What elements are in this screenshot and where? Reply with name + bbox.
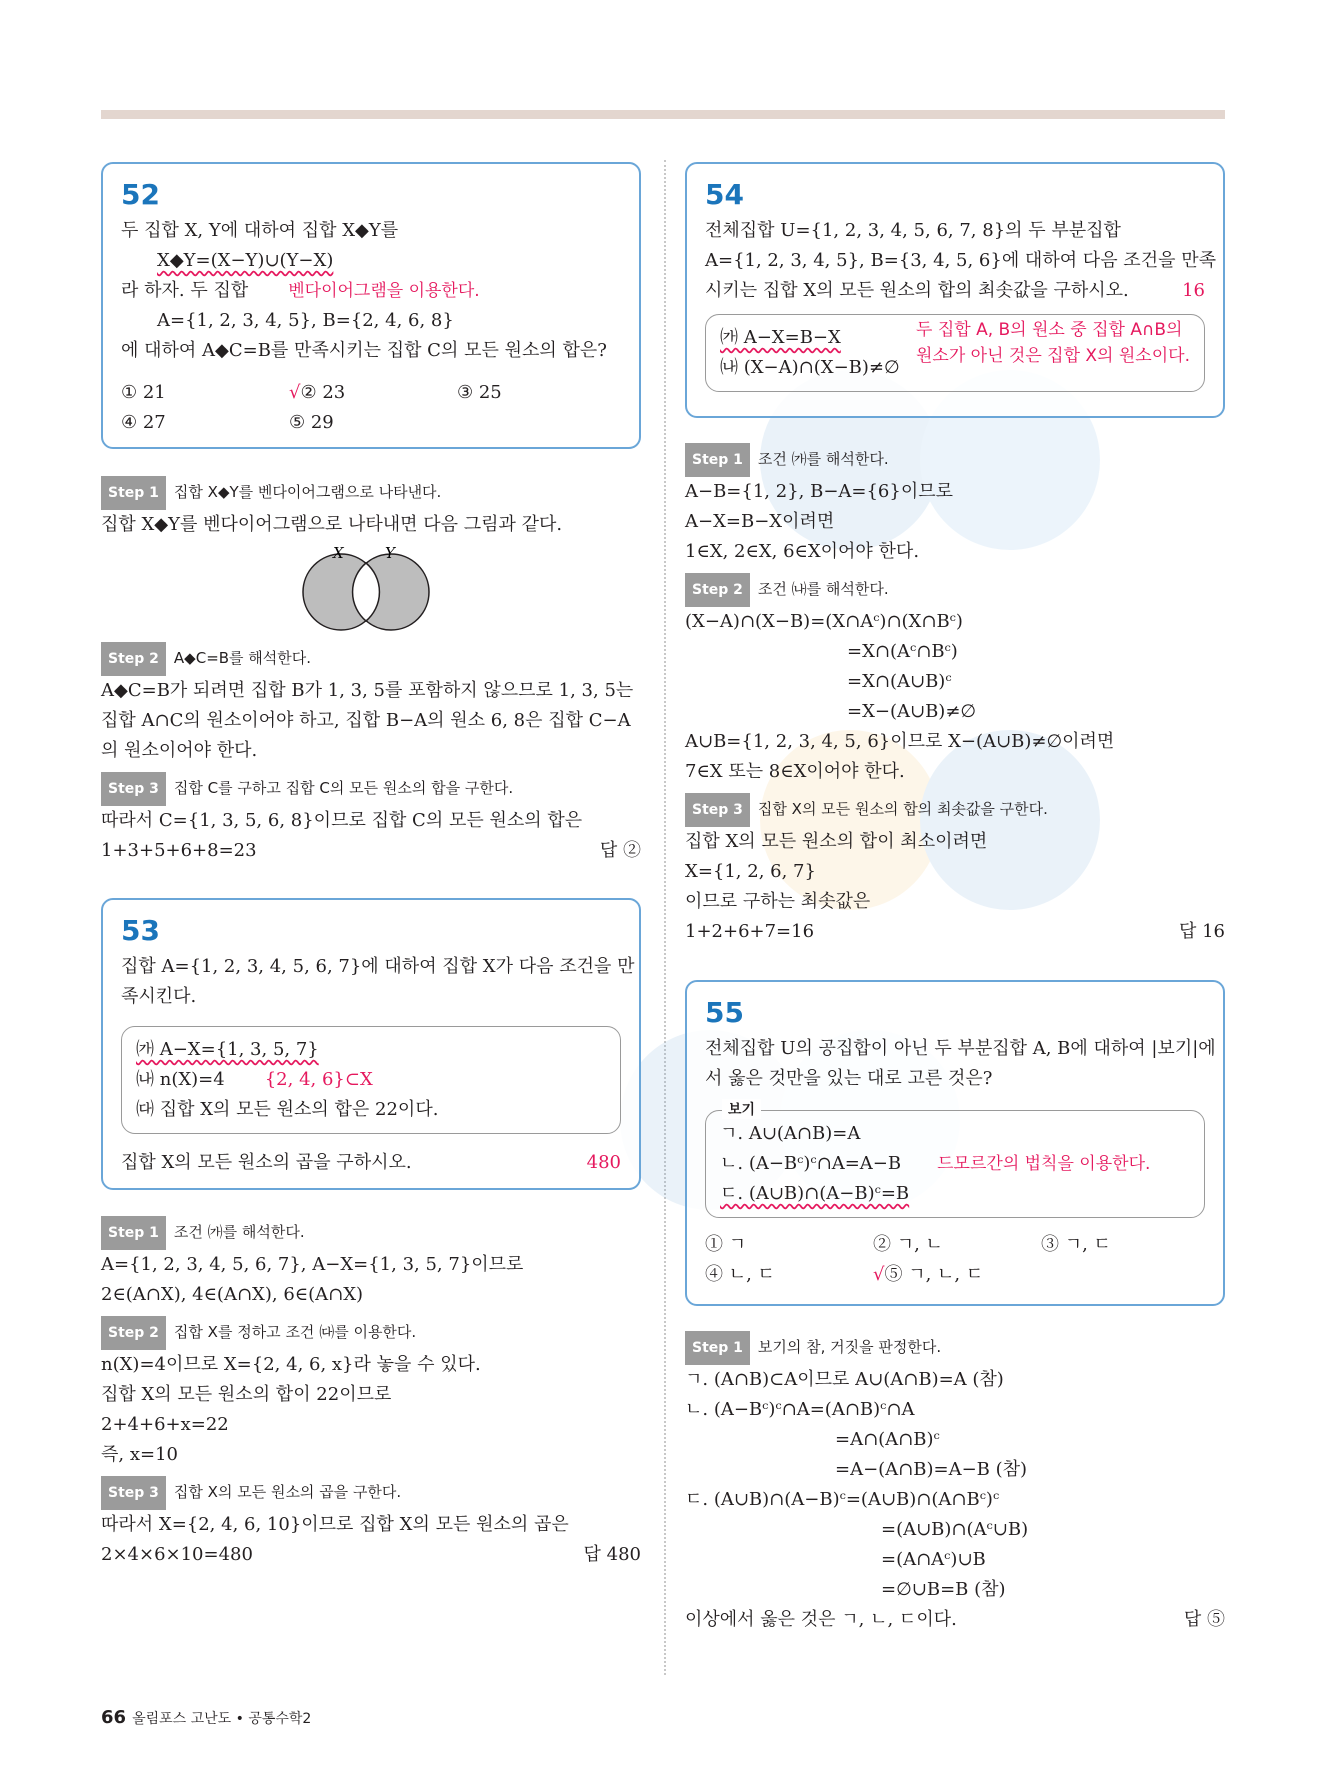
problem-formula: X◆Y=(X−Y)∪(Y−X) <box>157 250 334 271</box>
choice-4[interactable]: ④ 27 <box>121 412 166 433</box>
step-body: A={1, 2, 3, 4, 5, 6, 7}, A−X={1, 3, 5, 7}이므로 <box>101 1254 524 1275</box>
problem-text: 집합 A={1, 2, 3, 4, 5, 6, 7}에 대하여 집합 X가 다음 조건을 만 <box>121 956 635 977</box>
step-body: 2×4×6×10=480 답 480 <box>101 1540 641 1570</box>
step-body: 1+3+5+6+8=23 답 ② <box>101 836 641 866</box>
problem-text: 시키는 집합 X의 모든 원소의 합의 최솟값을 구하시오. 16 <box>705 276 1205 306</box>
step-header: Step 3 집합 X의 모든 원소의 곱을 구한다. <box>101 1476 641 1510</box>
final-answer: 답 ② <box>599 840 641 861</box>
answer: 480 <box>586 1152 621 1173</box>
condition-a: ㈎ A−X=B−X <box>720 327 841 348</box>
step-body: 즉, x=10 <box>101 1444 178 1465</box>
page-number: 66 <box>101 1707 127 1728</box>
choice-3[interactable]: ③ ㄱ, ㄷ <box>1041 1234 1111 1255</box>
choice-5[interactable]: ⑤ 29 <box>289 412 334 433</box>
step-body: n(X)=4이므로 X={2, 4, 6, x}라 놓을 수 있다. <box>101 1354 481 1375</box>
step-body: 집합 X의 모든 원소의 합이 22이므로 <box>101 1384 392 1405</box>
hint-note: 드모르간의 법칙을 이용한다. <box>937 1154 1151 1174</box>
step-body: =(A∩Aᶜ)∪B <box>881 1549 986 1570</box>
step-header: Step 1 보기의 참, 거짓을 판정한다. <box>685 1331 1225 1365</box>
condition-c: ㈐ 집합 X의 모든 원소의 합은 22이다. <box>136 1099 439 1120</box>
step-body: 7∈X 또는 8∈X이어야 한다. <box>685 761 905 782</box>
final-answer: 답 ⑤ <box>1183 1609 1225 1630</box>
step-body: 따라서 X={2, 4, 6, 10}이므로 집합 X의 모든 원소의 곱은 <box>101 1514 569 1535</box>
problem-text: 에 대하여 A◆C=B를 만족시키는 집합 C의 모든 원소의 합은? <box>121 340 607 361</box>
choice-5[interactable]: √⑤ ㄱ, ㄴ, ㄷ <box>873 1264 984 1285</box>
step-header: Step 3 집합 X의 모든 원소의 합의 최솟값을 구한다. <box>685 793 1225 827</box>
problem-53-box <box>101 898 641 1190</box>
step-header: Step 2 A◆C=B를 해석한다. <box>101 642 641 676</box>
bogi-item: ㄴ. (A−Bᶜ)ᶜ∩A=A−B 드모르간의 법칙을 이용한다. <box>720 1153 1151 1174</box>
choice-1[interactable]: ① 21 <box>121 382 166 403</box>
choice-2[interactable]: √② 23 <box>289 382 346 403</box>
step-body: =X∩(A∪B)ᶜ <box>847 671 952 692</box>
step-body: X={1, 2, 6, 7} <box>685 861 816 882</box>
problem-number: 55 <box>705 996 744 1029</box>
step-header: Step 2 조건 ㈏를 해석한다. <box>685 573 1225 607</box>
problem-text: A={1, 2, 3, 4, 5}, B={3, 4, 5, 6}에 대하여 다음 조건을 만족 <box>705 250 1216 271</box>
step-body: 집합 A∩C의 원소이어야 하고, 집합 B−A의 원소 6, 8은 집합 C−A <box>101 710 631 731</box>
hint-note: 두 집합 A, B의 원소 중 집합 A∩B의 원소가 아닌 것은 집합 X의 원소이다. <box>916 320 1190 366</box>
problem-text: 서 옳은 것만을 있는 대로 고른 것은? <box>705 1068 993 1089</box>
problem-text: 두 집합 X, Y에 대하여 집합 X◆Y를 <box>121 220 399 241</box>
problem-number: 53 <box>121 914 160 947</box>
step-body: =A∩(A∩B)ᶜ <box>835 1429 940 1450</box>
problem-text: 라 하자. 두 집합 벤다이어그램을 이용한다. <box>121 280 480 301</box>
step-body: 집합 X◆Y를 벤다이어그램으로 나타내면 다음 그림과 같다. <box>101 514 563 535</box>
bogi-label: 보기 <box>722 1099 761 1119</box>
condition-b: ㈏ (X−A)∩(X−B)≠∅ <box>720 357 900 378</box>
check-icon: √ <box>289 382 301 403</box>
step-header: Step 2 집합 X를 정하고 조건 ㈐를 이용한다. <box>101 1316 641 1350</box>
bogi-box <box>705 1102 1205 1218</box>
solution-55 <box>685 1325 1225 1635</box>
top-bar <box>101 110 1225 119</box>
step-body: 집합 X의 모든 원소의 합이 최소이려면 <box>685 831 988 852</box>
answer: 16 <box>1182 280 1205 301</box>
step-body: =A−(A∩B)=A−B (참) <box>835 1459 1028 1480</box>
step-header: Step 1 조건 ㈎를 해석한다. <box>685 443 1225 477</box>
step-body: A∪B={1, 2, 3, 4, 5, 6}이므로 X−(A∪B)≠∅이려면 <box>685 731 1115 752</box>
book-title: 올림포스 고난도 • 공통수학2 <box>132 1711 312 1727</box>
page-footer <box>101 1707 311 1728</box>
step-body: 따라서 C={1, 3, 5, 6, 8}이므로 집합 C의 모든 원소의 합은 <box>101 810 583 831</box>
step-body: A◆C=B가 되려면 집합 B가 1, 3, 5를 포함하지 않으므로 1, 3, 5는 <box>101 680 634 701</box>
problem-52-box <box>101 162 641 449</box>
step-body: =∅∪B=B (참) <box>881 1579 1006 1600</box>
problem-number: 52 <box>121 178 160 211</box>
problem-text: 전체집합 U의 공집합이 아닌 두 부분집합 A, B에 대하여 |보기|에 <box>705 1038 1216 1059</box>
step-body: 1+2+6+7=16 답 16 <box>685 917 1225 947</box>
step-body: =X−(A∪B)≠∅ <box>847 701 977 722</box>
problem-text: 전체집합 U={1, 2, 3, 4, 5, 6, 7, 8}의 두 부분집합 <box>705 220 1121 241</box>
step-header: Step 3 집합 C를 구하고 집합 C의 모든 원소의 합을 구한다. <box>101 772 641 806</box>
step-header: Step 1 집합 X◆Y를 벤다이어그램으로 나타낸다. <box>101 476 641 510</box>
venn-diagram <box>101 544 641 634</box>
check-icon: √ <box>873 1264 885 1285</box>
step-body: ㄴ. (A−Bᶜ)ᶜ∩A=(A∩B)ᶜ∩A <box>685 1399 915 1420</box>
step-body: ㄷ. (A∪B)∩(A−B)ᶜ=(A∪B)∩(A∩Bᶜ)ᶜ <box>685 1489 1000 1510</box>
step-body: 이므로 구하는 최솟값은 <box>685 891 871 912</box>
choice-2[interactable]: ② ㄱ, ㄴ <box>873 1234 943 1255</box>
condition-b: ㈏ n(X)=4 {2, 4, 6}⊂X <box>136 1069 373 1090</box>
step-body: A−B={1, 2}, B−A={6}이므로 <box>685 481 953 502</box>
solution-52 <box>101 470 641 866</box>
step-body: (X−A)∩(X−B)=(X∩Aᶜ)∩(X∩Bᶜ) <box>685 611 963 632</box>
choices <box>705 1230 1205 1290</box>
venn-label-y: Y <box>385 544 395 562</box>
choice-4[interactable]: ④ ㄴ, ㄷ <box>705 1264 775 1285</box>
solution-53 <box>101 1210 641 1570</box>
condition-box <box>121 1026 621 1134</box>
step-body: 2+4+6+x=22 <box>101 1414 229 1435</box>
final-answer: 답 16 <box>1178 921 1225 942</box>
condition-a: ㈎ A−X={1, 3, 5, 7} <box>136 1039 319 1060</box>
column-divider <box>664 160 666 1675</box>
step-body: 2∈(A∩X), 4∈(A∩X), 6∈(A∩X) <box>101 1284 364 1305</box>
condition-box <box>705 314 1205 392</box>
bogi-item: ㄷ. (A∪B)∩(A−B)ᶜ=B <box>720 1183 910 1204</box>
step-body: 1∈X, 2∈X, 6∈X이어야 한다. <box>685 541 920 562</box>
problem-text: 족시킨다. <box>121 986 197 1007</box>
step-body: =X∩(Aᶜ∩Bᶜ) <box>847 641 958 662</box>
hint-note: {2, 4, 6}⊂X <box>264 1069 373 1090</box>
problem-55-box <box>685 980 1225 1306</box>
solution-54 <box>685 437 1225 947</box>
choice-1[interactable]: ① ㄱ <box>705 1234 747 1255</box>
step-body: =(A∪B)∩(Aᶜ∪B) <box>881 1519 1029 1540</box>
problem-number: 54 <box>705 178 744 211</box>
bogi-item: ㄱ. A∪(A∩B)=A <box>720 1123 861 1144</box>
hint-note: 벤다이어그램을 이용한다. <box>288 281 480 301</box>
choice-3[interactable]: ③ 25 <box>457 382 502 403</box>
problem-question: 집합 X의 모든 원소의 곱을 구하시오. 480 <box>121 1148 621 1178</box>
choices <box>121 378 621 438</box>
problem-formula: A={1, 2, 3, 4, 5}, B={2, 4, 6, 8} <box>157 310 454 331</box>
step-body: A−X=B−X이려면 <box>685 511 835 532</box>
step-body: 이상에서 옳은 것은 ㄱ, ㄴ, ㄷ이다. 답 ⑤ <box>685 1605 1225 1635</box>
step-header: Step 1 조건 ㈎를 해석한다. <box>101 1216 641 1250</box>
venn-label-x: X <box>333 544 344 562</box>
problem-54-box <box>685 162 1225 418</box>
step-body: ㄱ. (A∩B)⊂A이므로 A∪(A∩B)=A (참) <box>685 1369 1004 1390</box>
step-body: 의 원소이어야 한다. <box>101 740 258 761</box>
final-answer: 답 480 <box>583 1544 641 1565</box>
